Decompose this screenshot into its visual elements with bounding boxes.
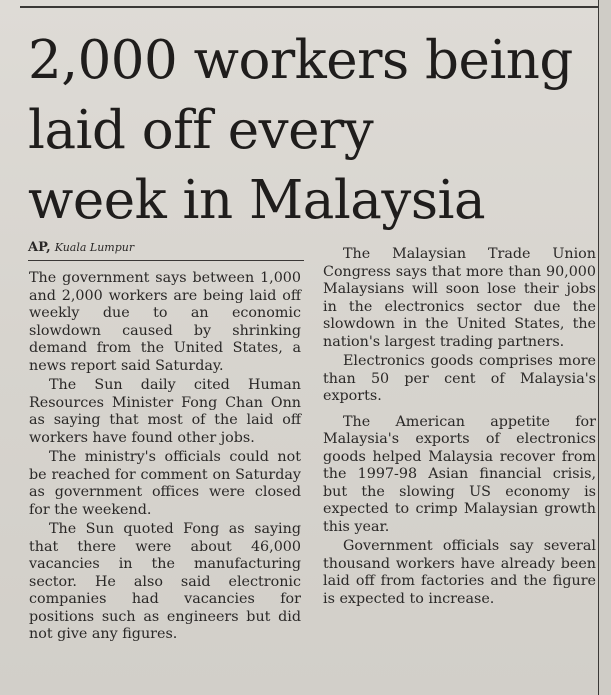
paragraph: The government says between 1,000 and 2,000 workers are being laid off weekly due to an economic slowdown caused by shrinking demand from the United States, a news report said Saturday. — [29, 270, 301, 374]
byline-agency: AP, — [28, 240, 51, 255]
byline-rule — [28, 260, 304, 261]
top-rule — [20, 6, 611, 8]
paragraph: The Sun daily cited Human Resources Minister Fong Chan Onn as saying that most of the laid off workers have found other jobs. — [29, 377, 301, 446]
headline: 2,000 workers being laid off every week in Malaysia — [28, 30, 573, 231]
adjacent-column-edge — [598, 0, 611, 695]
paragraph: Electronics goods comprises more than 50 per cent of Malaysia's exports. — [323, 353, 596, 404]
paragraph: The ministry's officials could not be reached for comment on Saturday as government offices were closed for the weekend. — [29, 449, 301, 518]
paragraph: Government officials say several thousand workers have already been laid off from factories and the figure is expected to increase. — [323, 538, 596, 607]
paragraph: The Sun quoted Fong as saying that there were about 46,000 vacancies in the manufacturing sector. He also said electronic companies had vacancies for positions such as engineers but did not give any figures. — [29, 521, 301, 642]
byline — [28, 240, 308, 256]
column-right — [323, 246, 596, 610]
paragraph: The American appetite for Malaysia's exports of electronics goods helped Malaysia recover from the 1997-98 Asian financial crisis, but the slowing US economy is expected to crimp Malaysian growth this year. — [323, 413, 596, 535]
paragraph: The Malaysian Trade Union Congress says that more than 90,000 Malaysians will soon lose their jobs in the electronics sector due the slowdown in the United States, the nation's largest trading partners. — [323, 246, 596, 350]
byline-dateline: Kuala Lumpur — [54, 241, 135, 254]
column-left — [29, 270, 301, 646]
